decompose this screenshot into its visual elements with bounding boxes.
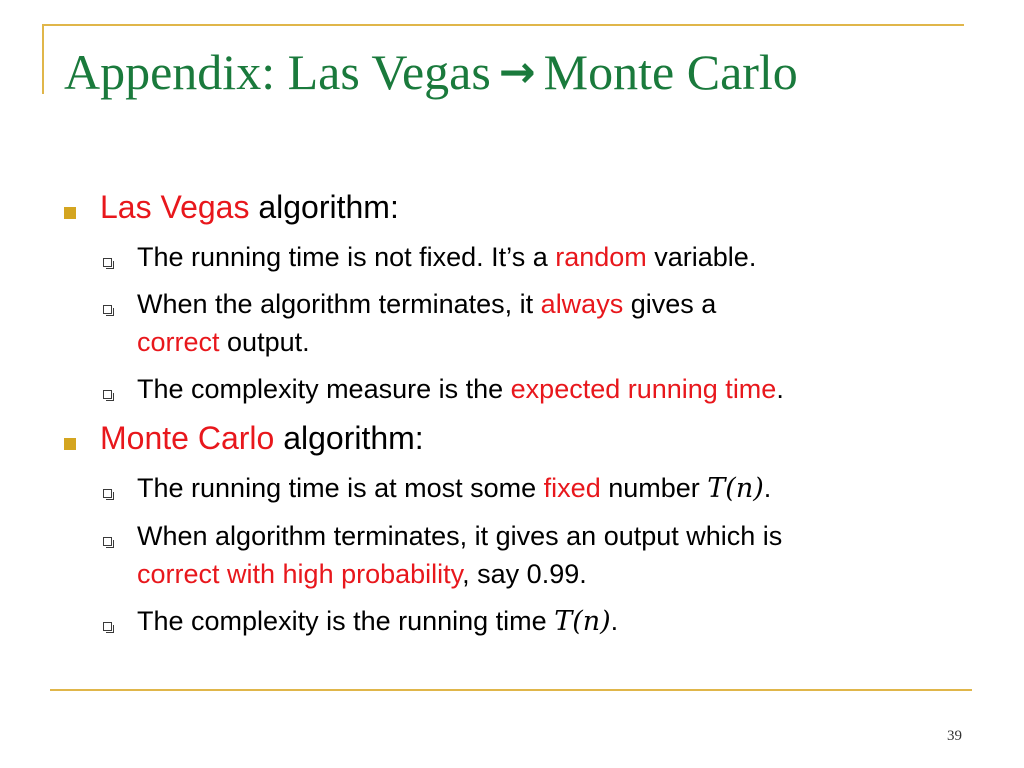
frame-left-line — [42, 24, 44, 94]
slide-title — [64, 40, 798, 105]
item-text: The complexity is the running time — [137, 606, 555, 636]
hollow-square-bullet-icon — [103, 390, 112, 399]
title-part-monte-carlo: Monte Carlo — [543, 44, 798, 100]
item-highlight: expected running time — [510, 374, 777, 404]
math-expression: T(n) — [554, 606, 611, 637]
page-number: 39 — [947, 728, 962, 744]
math-expression: T(n) — [707, 473, 764, 504]
heading-text: algorithm: — [274, 420, 424, 456]
item-text: When the algorithm terminates, it — [137, 289, 541, 319]
item-highlight: fixed — [543, 473, 601, 503]
slide-content — [0, 186, 1024, 650]
item-text: When algorithm terminates, it gives an output which is — [137, 521, 783, 551]
item-text: gives a — [623, 289, 717, 319]
heading-text: algorithm: — [249, 189, 399, 225]
list-item — [0, 238, 1024, 276]
item-text: , say 0.99. — [462, 559, 587, 589]
item-text: The complexity measure is the — [137, 374, 511, 404]
hollow-square-bullet-icon — [103, 305, 112, 314]
item-text: The running time is at most some — [137, 473, 544, 503]
item-text: The running time is not fixed. It’s a — [137, 242, 556, 272]
section-monte-carlo-heading — [0, 417, 1024, 459]
list-item — [0, 517, 1024, 593]
right-arrow-icon: → — [498, 47, 536, 98]
hollow-square-bullet-icon — [103, 537, 112, 546]
hollow-square-bullet-icon — [103, 258, 112, 267]
item-text: . — [610, 606, 619, 636]
heading-highlight: Monte Carlo — [100, 420, 275, 456]
list-item — [0, 602, 1024, 641]
list-item — [0, 370, 1024, 408]
square-bullet-icon — [64, 438, 76, 450]
heading-highlight: Las Vegas — [100, 189, 250, 225]
item-text: . — [776, 374, 784, 404]
item-highlight: always — [540, 289, 624, 319]
list-item — [0, 469, 1024, 508]
square-bullet-icon — [64, 207, 76, 219]
item-text: variable. — [646, 242, 757, 272]
title-part-las-vegas: Appendix: Las Vegas — [64, 44, 491, 100]
list-item — [0, 285, 1024, 361]
item-highlight: correct with high probability — [137, 559, 463, 589]
item-text: number — [600, 473, 708, 503]
section-las-vegas-heading — [0, 186, 1024, 228]
frame-bottom-line — [50, 689, 972, 691]
item-highlight: random — [555, 242, 647, 272]
item-text: output. — [219, 327, 310, 357]
frame-top-line — [42, 24, 964, 26]
item-text: . — [763, 473, 772, 503]
hollow-square-bullet-icon — [103, 489, 112, 498]
hollow-square-bullet-icon — [103, 622, 112, 631]
item-highlight: correct — [137, 327, 220, 357]
